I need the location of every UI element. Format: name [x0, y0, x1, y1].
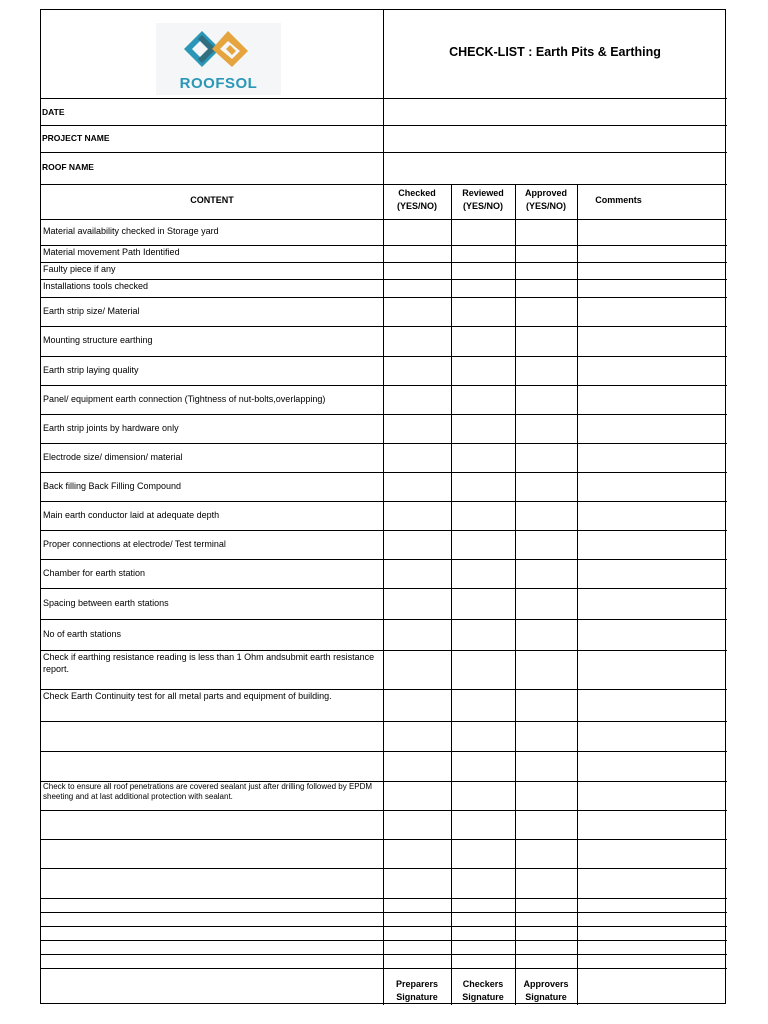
grid-line: [41, 898, 727, 899]
grid-line: [41, 152, 727, 153]
grid-line: [41, 926, 727, 927]
grid-line: [41, 650, 727, 651]
grid-line: [41, 279, 727, 280]
grid-line: [41, 868, 727, 869]
grid-line: [41, 839, 727, 840]
checklist-item: Earth strip size/ Material: [43, 306, 140, 316]
checklist-item: Main earth conductor laid at adequate depth: [43, 510, 220, 520]
checklist-item: Material movement Path Identified: [43, 247, 180, 257]
approved-column-header: Approved (YES/NO): [524, 188, 567, 211]
checklist-item: Check to ensure all roof penetrations are covered sealant just after drilling followed by EPDM sheeting and at last additional protection with sealant.: [43, 782, 373, 801]
grid-line: [41, 954, 727, 955]
grid-line: [577, 184, 578, 1005]
checkers-signature: Checkers Signature: [462, 979, 504, 1002]
content-column-header: CONTENT: [190, 195, 234, 205]
date-label: DATE: [42, 107, 65, 117]
grid-line: [383, 10, 384, 1005]
grid-line: [41, 721, 727, 722]
grid-line: [41, 356, 727, 357]
grid-line: [41, 443, 727, 444]
checklist-item: Earth strip joints by hardware only: [43, 423, 179, 433]
grid-line: [41, 912, 727, 913]
comments-column-header: Comments: [595, 195, 642, 205]
grid-line: [41, 968, 727, 969]
grid-line: [515, 184, 516, 1005]
checklist-item: Check Earth Continuity test for all metal parts and equipment of building.: [43, 691, 332, 701]
grid-line: [41, 219, 727, 220]
roofsol-logo-mark: [156, 23, 281, 73]
checklist-item: Material availability checked in Storage yard: [43, 226, 219, 236]
checklist-item: Faulty piece if any: [43, 264, 116, 274]
checklist-item: Electrode size/ dimension/ material: [43, 452, 183, 462]
roof-name-label: ROOF NAME: [42, 162, 94, 172]
grid-line: [41, 262, 727, 263]
grid-line: [41, 385, 727, 386]
checklist-item: Check if earthing resistance reading is less than 1 Ohm andsubmit earth resistance report.: [43, 652, 375, 674]
page-title: CHECK-LIST : Earth Pits & Earthing: [449, 45, 661, 59]
grid-line: [41, 751, 727, 752]
grid-line: [41, 781, 727, 782]
grid-line: [41, 940, 727, 941]
checklist-item: Back filling Back Filling Compound: [43, 481, 182, 491]
grid-line: [41, 472, 727, 473]
checklist-item: Earth strip laying quality: [43, 365, 139, 375]
grid-line: [41, 98, 727, 99]
grid-line: [41, 326, 727, 327]
grid-line: [41, 245, 727, 246]
checklist-item: Spacing between earth stations: [43, 598, 169, 608]
grid-line: [451, 184, 452, 1005]
grid-line: [41, 414, 727, 415]
grid-line: [41, 689, 727, 690]
checklist-item: No of earth stations: [43, 629, 122, 639]
grid-line: [41, 810, 727, 811]
checklist-sheet: [40, 9, 726, 1004]
checklist-item: Proper connections at electrode/ Test terminal: [43, 539, 226, 549]
checklist-item: Chamber for earth station: [43, 568, 146, 578]
preparers-signature: Preparers Signature: [395, 979, 439, 1002]
roofsol-logo: [156, 23, 281, 95]
checklist-item: Panel/ equipment earth connection (Tightness of nut-bolts,overlapping): [43, 394, 326, 404]
reviewed-column-header: Reviewed (YES/NO): [462, 188, 504, 211]
checklist-item: Installations tools checked: [43, 281, 149, 291]
grid-line: [41, 125, 727, 126]
project-name-label: PROJECT NAME: [42, 133, 110, 143]
grid-line: [41, 501, 727, 502]
grid-line: [41, 559, 727, 560]
grid-line: [41, 619, 727, 620]
grid-line: [41, 530, 727, 531]
logo-wordmark: ROOFSOL: [179, 75, 258, 92]
checklist-item: Mounting structure earthing: [43, 335, 153, 345]
grid-line: [41, 588, 727, 589]
approvers-signature: Approvers Signature: [523, 979, 569, 1002]
grid-line: [41, 297, 727, 298]
checked-column-header: Checked (YES/NO): [396, 188, 437, 211]
grid-line: [41, 184, 727, 185]
